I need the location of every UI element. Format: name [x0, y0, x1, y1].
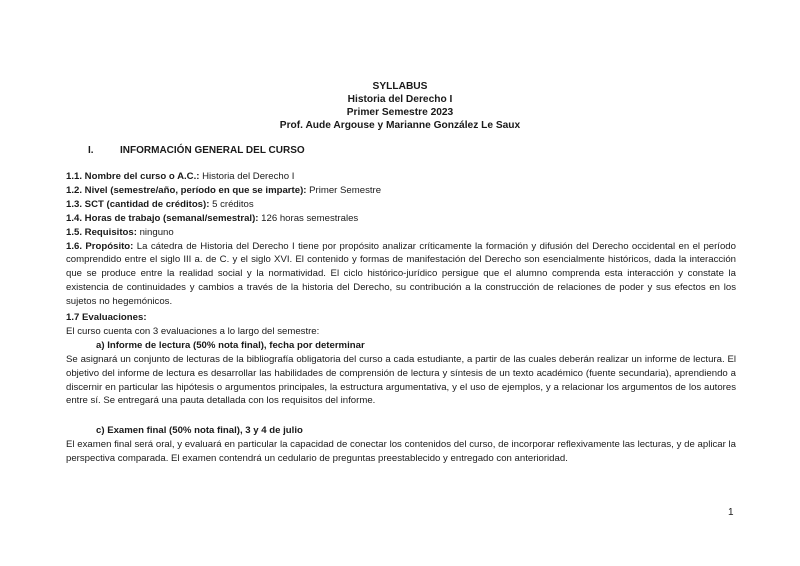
- header-semester: Primer Semestre 2023: [346, 107, 454, 118]
- info-item: [66, 226, 736, 240]
- evaluation-a-title: a) Informe de lectura (50% nota final), fecha por determinar: [96, 339, 365, 351]
- info-value: ninguno: [136, 226, 174, 238]
- info-value: 5 créditos: [209, 198, 254, 210]
- course-info-list: [66, 170, 736, 309]
- info-value: Primer Semestre: [306, 184, 382, 196]
- evaluation-c-title: c) Examen final (50% nota final), 3 y 4 de julio: [96, 425, 303, 436]
- info-item: [66, 170, 736, 184]
- syllabus-header: [0, 80, 800, 132]
- info-value: Historia del Derecho I: [199, 171, 295, 182]
- info-value: La cátedra de Historia del Derecho I tiene por propósito analizar críticamente la formación y difusión del Derecho occidental en el período comprendido entre el siglo III a. de C. y el siglo XVI. El contenido y formas de manifestación del Derecho son esencialmente históricos, dada la interacción que se produce entre la realidad social y la normatividad. El ciclo histórico-jurídico persigue que el alumno comprenda esta interacción y constate la existencia de continuidades y cambios a través de la historia del Derecho, su contribución a la construcción de relaciones de poder y sus efectos en los sujetos no hegemónicos.: [66, 240, 736, 308]
- evaluaciones-intro: El curso cuenta con 3 evaluaciones a lo largo del semestre:: [66, 325, 320, 337]
- info-item-purpose: [66, 240, 736, 310]
- evaluaciones-heading: 1.7 Evaluaciones:: [66, 312, 147, 323]
- info-label: 1.6. Propósito:: [66, 240, 134, 252]
- evaluation-a-body: Se asignará un conjunto de lecturas de la bibliografía obligatoria del curso a cada estudiante, a partir de las cuales deberán realizar un informe de lectura. El objetivo del informe de lectura es desarrollar las habilidades de comprensión de lectura y síntesis de un texto académico (fuente secundaria), aprendiendo a discernir en particular las hipótesis o argumentos principales, la estructura argumentativa, y el uso de ejemplos, y a relacionar los argumentos de los autores entre sí. Se entregará una pauta detallada con los requisitos del informe.: [66, 353, 736, 407]
- header-title: SYLLABUS: [372, 81, 428, 92]
- evaluaciones-section: [66, 311, 736, 408]
- info-label: 1.5. Requisitos:: [66, 226, 137, 238]
- section-heading: [88, 145, 305, 156]
- info-item: [66, 212, 736, 226]
- info-item: [66, 184, 736, 198]
- page-number: 1: [728, 507, 734, 518]
- section-title: INFORMACIÓN GENERAL DEL CURSO: [120, 145, 305, 156]
- info-label: 1.2. Nivel (semestre/año, período en que se imparte):: [66, 184, 307, 196]
- info-value: 126 horas semestrales: [258, 212, 359, 224]
- section-number: I.: [88, 145, 94, 156]
- info-label: 1.1. Nombre del curso o A.C.:: [66, 171, 200, 182]
- evaluation-c-body: El examen final será oral, y evaluará en particular la capacidad de conectar los contenidos del curso, de incorporar reflexivamente las lecturas, y de aplicar la perspectiva comparada. El examen contendrá un cedulario de preguntas preestablecido y entregado con anterioridad.: [66, 438, 736, 464]
- header-course: Historia del Derecho I: [347, 94, 453, 105]
- evaluation-c-section: [66, 424, 736, 466]
- info-item: [66, 198, 736, 212]
- info-label: 1.4. Horas de trabajo (semanal/semestral):: [66, 212, 259, 224]
- header-professors: Prof. Aude Argouse y Marianne González Le Saux: [279, 120, 521, 131]
- info-label: 1.3. SCT (cantidad de créditos):: [66, 198, 210, 210]
